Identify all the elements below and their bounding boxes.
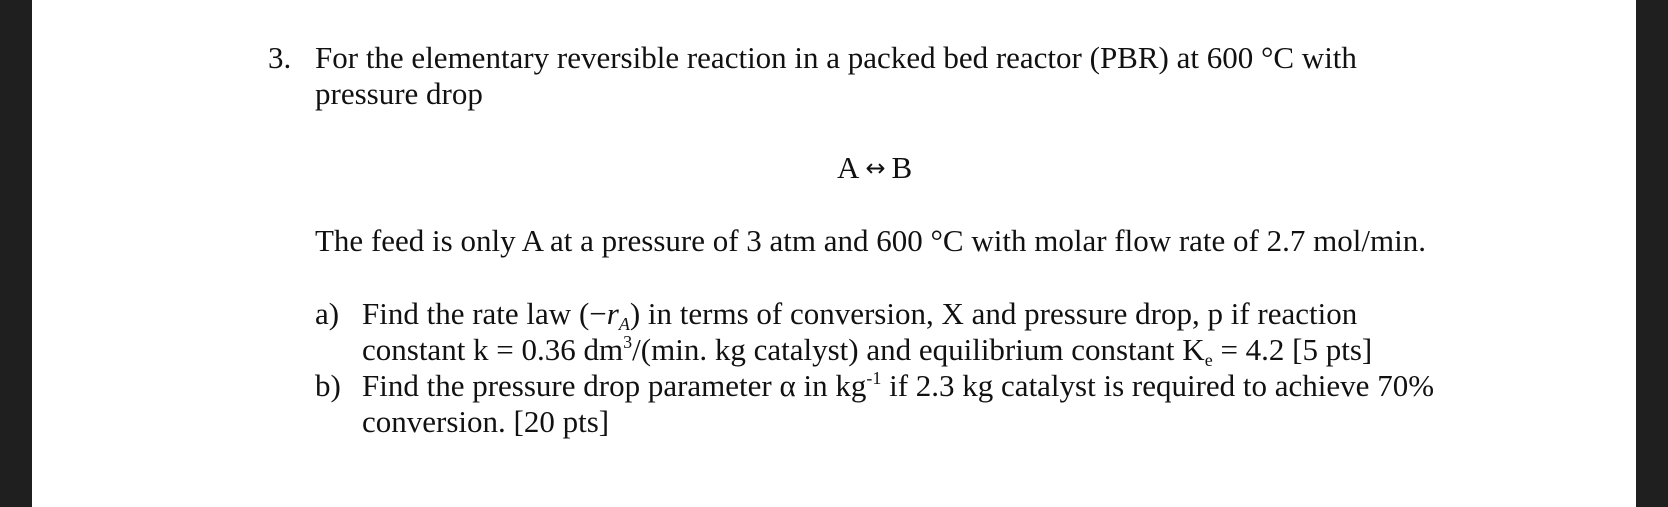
part-a-text-3: /(min. kg catalyst) and equilibrium constant K [632, 332, 1205, 367]
part-a-text-2: ) in terms of conversion, X and pressure drop, p if reaction constant k = 0.36 dm [362, 296, 1358, 367]
reversible-arrow-icon: ↔ [865, 154, 886, 182]
part-b-text-2: if 2.3 kg catalyst is required to achieve 70% conversion. [20 pts] [362, 368, 1435, 439]
feed-statement: The feed is only A at a pressure of 3 atm and 600 °C with molar flow rate of 2.7 mol/min. [315, 223, 1426, 258]
part-b [315, 368, 1465, 440]
part-b-text [362, 368, 1465, 440]
part-a-text [362, 296, 1465, 368]
product: B [891, 150, 913, 185]
reactant: A [837, 150, 860, 185]
part-b-label: b) [315, 368, 341, 403]
rate-subscript: A [618, 314, 630, 334]
rate-symbol: r [606, 296, 619, 331]
part-b-text-1: Find the pressure drop parameter α in kg [362, 368, 867, 403]
document-page [32, 0, 1636, 507]
part-a-text-1: Find the rate law (− [362, 296, 607, 331]
part-a-label: a) [315, 296, 340, 331]
unit-superscript: 3 [623, 332, 633, 352]
part-a [315, 296, 1465, 368]
reaction-equation [837, 150, 912, 188]
equilibrium-subscript: e [1204, 350, 1213, 370]
part-a-text-4: = 4.2 [5 pts] [1212, 332, 1373, 367]
unit-superscript: -1 [866, 368, 882, 388]
question-intro: For the elementary reversible reaction in a packed bed reactor (PBR) at 600 °C with pressure drop [315, 40, 1357, 111]
question-number: 3. [268, 40, 292, 75]
